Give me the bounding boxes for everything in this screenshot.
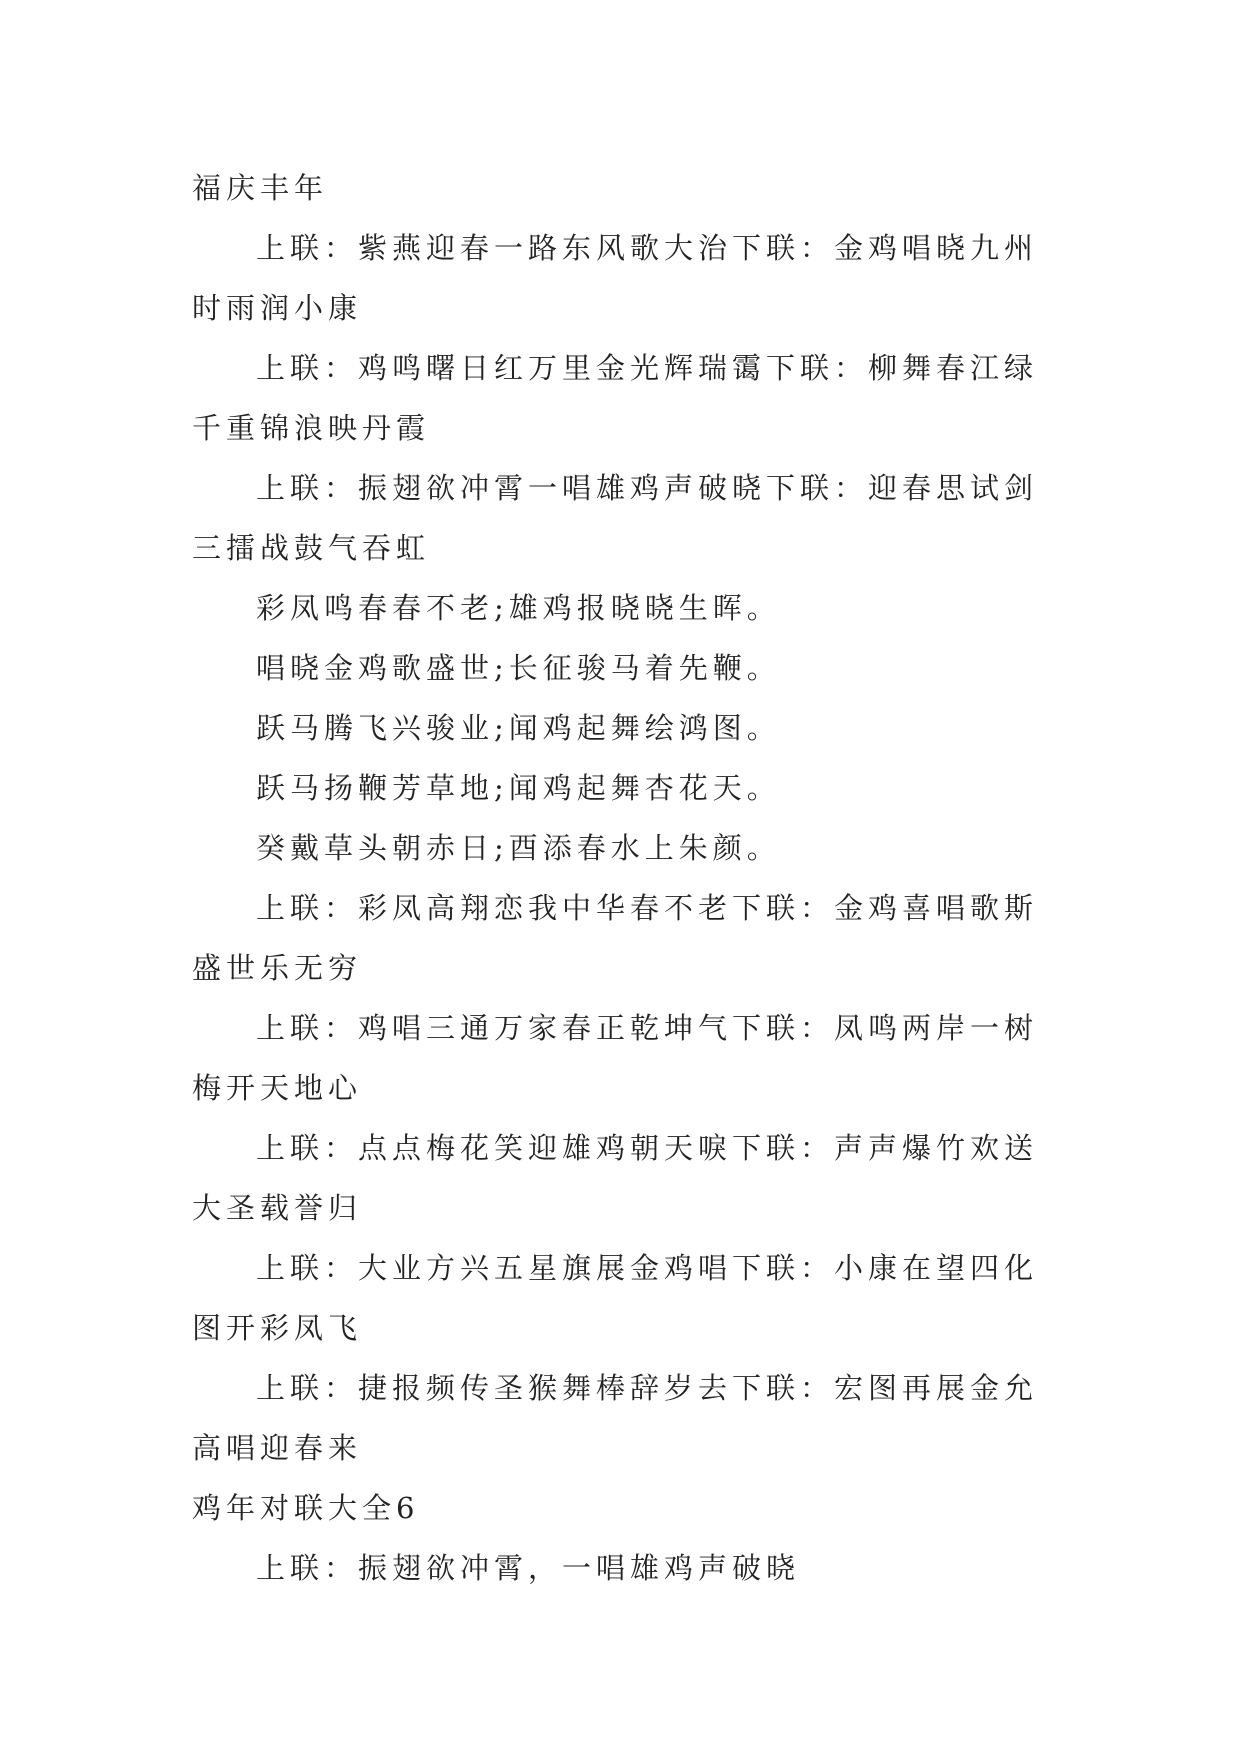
paragraph: 上联：大业方兴五星旗展金鸡唱下联：小康在望四化图开彩凤飞	[192, 1251, 1039, 1345]
paragraph: 癸戴草头朝赤日;酉添春水上朱颜。	[256, 831, 781, 865]
paragraph: 上联：鸡鸣曙日红万里金光辉瑞霭下联：柳舞春江绿千重锦浪映丹霞	[192, 351, 1039, 445]
section-heading: 鸡年对联大全6	[192, 1491, 420, 1525]
paragraph: 跃马扬鞭芳草地;闻鸡起舞杏花天。	[256, 771, 781, 805]
paragraph: 上联：紫燕迎春一路东风歌大治下联：金鸡唱晓九州时雨润小康	[192, 231, 1039, 325]
paragraph: 上联：点点梅花笑迎雄鸡朝天唳下联：声声爆竹欢送大圣载誉归	[192, 1131, 1039, 1225]
document-body	[192, 158, 1052, 1598]
paragraph: 跃马腾飞兴骏业;闻鸡起舞绘鸿图。	[256, 711, 781, 745]
paragraph: 上联：鸡唱三通万家春正乾坤气下联：凤鸣两岸一树梅开天地心	[192, 1011, 1039, 1105]
paragraph: 上联：彩凤高翔恋我中华春不老下联：金鸡喜唱歌斯盛世乐无穷	[192, 891, 1039, 985]
paragraph: 上联：振翅欲冲霄一唱雄鸡声破晓下联：迎春思试剑三擂战鼓气吞虹	[192, 471, 1039, 565]
paragraph: 福庆丰年	[192, 171, 329, 205]
paragraph: 唱晓金鸡歌盛世;长征骏马着先鞭。	[256, 651, 781, 685]
paragraph: 上联：振翅欲冲霄，一唱雄鸡声破晓	[256, 1551, 801, 1585]
paragraph: 上联：捷报频传圣猴舞棒辞岁去下联：宏图再展金允高唱迎春来	[192, 1371, 1039, 1465]
paragraph: 彩凤鸣春春不老;雄鸡报晓晓生晖。	[256, 591, 781, 625]
